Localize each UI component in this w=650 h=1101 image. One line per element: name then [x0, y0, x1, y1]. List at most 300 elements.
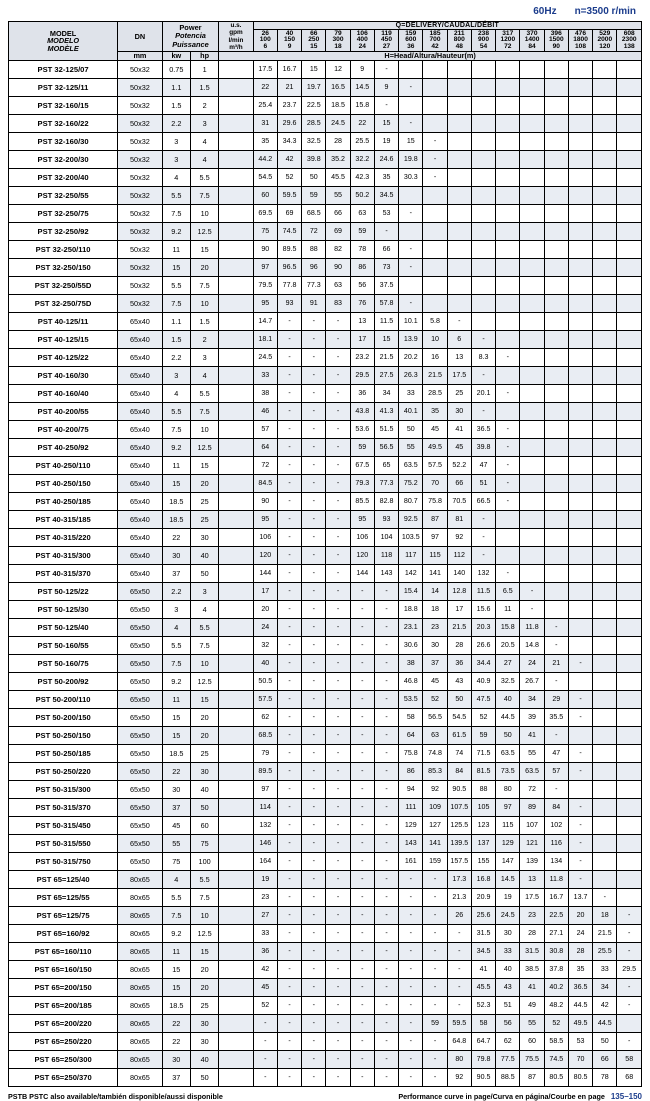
cell-head-9: 13	[447, 349, 471, 367]
cell-head-15	[593, 205, 617, 223]
table-row[interactable]	[9, 799, 642, 817]
cell-head-12	[520, 79, 544, 97]
cell-head-6: 34.5	[374, 187, 398, 205]
cell-head-3: -	[302, 385, 326, 403]
cell-head-11	[496, 151, 520, 169]
cell-head-15	[593, 223, 617, 241]
table-row[interactable]	[9, 907, 642, 925]
cell-head-1: 90	[253, 241, 277, 259]
cell-head-2: -	[277, 997, 301, 1015]
cell-head-2: -	[277, 925, 301, 943]
table-row[interactable]	[9, 295, 642, 313]
cell-head-16: 29.5	[617, 961, 642, 979]
cell-model: PST 65=160/110	[9, 943, 118, 961]
cell-dn: 65x50	[118, 853, 162, 871]
cell-head-10: -	[471, 331, 495, 349]
cell-head-5: -	[350, 583, 374, 601]
cell-kw: 7.5	[162, 421, 190, 439]
cell-head-6: 51.5	[374, 421, 398, 439]
table-row[interactable]	[9, 853, 642, 871]
cell-dn: 50x32	[118, 223, 162, 241]
table-row[interactable]	[9, 403, 642, 421]
cell-head-4: -	[326, 781, 350, 799]
cell-hp: 10	[190, 907, 218, 925]
table-row[interactable]	[9, 367, 642, 385]
cell-head-4: -	[326, 1015, 350, 1033]
cell-head-8: 56.5	[423, 709, 447, 727]
cell-head-5: 86	[350, 259, 374, 277]
cell-head-4: -	[326, 565, 350, 583]
cell-unit-spacer	[219, 349, 253, 367]
cell-head-3: 91	[302, 295, 326, 313]
cell-head-9: 125.5	[447, 817, 471, 835]
cell-head-12: 41	[520, 727, 544, 745]
cell-head-16	[617, 565, 642, 583]
cell-hp: 4	[190, 367, 218, 385]
cell-head-9: -	[447, 313, 471, 331]
cell-model: PST 40-315/370	[9, 565, 118, 583]
cell-head-1: 106	[253, 529, 277, 547]
table-row[interactable]	[9, 997, 642, 1015]
cell-head-15	[593, 853, 617, 871]
cell-head-5: 59	[350, 439, 374, 457]
cell-head-10: 90.5	[471, 1069, 495, 1087]
cell-head-5: 144	[350, 565, 374, 583]
cell-head-16	[617, 403, 642, 421]
table-row[interactable]	[9, 223, 642, 241]
cell-hp: 2	[190, 331, 218, 349]
table-row[interactable]	[9, 1051, 642, 1069]
cell-head-7: 129	[399, 817, 423, 835]
cell-head-13: 16.7	[544, 889, 568, 907]
cell-head-4: 90	[326, 259, 350, 277]
table-row[interactable]	[9, 691, 642, 709]
cell-dn: 80x65	[118, 1015, 162, 1033]
cell-head-9: 54.5	[447, 709, 471, 727]
cell-kw: 5.5	[162, 187, 190, 205]
cell-model: PST 32-200/30	[9, 151, 118, 169]
cell-head-3: -	[302, 1069, 326, 1087]
cell-head-8: 141	[423, 565, 447, 583]
cell-head-3: -	[302, 745, 326, 763]
cell-head-7: 80.7	[399, 493, 423, 511]
cell-head-2: 74.5	[277, 223, 301, 241]
cell-head-8: 97	[423, 529, 447, 547]
cell-head-3: 88	[302, 241, 326, 259]
cell-head-16	[617, 241, 642, 259]
cell-head-3: -	[302, 799, 326, 817]
cell-head-1: 144	[253, 565, 277, 583]
cell-hp: 25	[190, 493, 218, 511]
cell-model: PST 32-160/30	[9, 133, 118, 151]
cell-head-11: -	[496, 565, 520, 583]
cell-head-11	[496, 205, 520, 223]
header-flow-col-9	[447, 30, 471, 52]
table-row[interactable]	[9, 133, 642, 151]
table-row[interactable]	[9, 817, 642, 835]
cell-head-6: 21.5	[374, 349, 398, 367]
table-row[interactable]	[9, 493, 642, 511]
cell-head-11	[496, 295, 520, 313]
cell-head-15: -	[593, 889, 617, 907]
cell-head-8: -	[423, 907, 447, 925]
header-dn-unit: mm	[118, 52, 162, 61]
table-row[interactable]	[9, 457, 642, 475]
cell-dn: 80x65	[118, 889, 162, 907]
cell-head-1: 20	[253, 601, 277, 619]
table-row[interactable]	[9, 961, 642, 979]
cell-head-5: 25.5	[350, 133, 374, 151]
cell-head-8: 21.5	[423, 367, 447, 385]
cell-head-14	[568, 115, 592, 133]
cell-kw: 75	[162, 853, 190, 871]
table-row[interactable]	[9, 565, 642, 583]
flow-lmin: 800	[453, 36, 465, 44]
cell-head-16	[617, 205, 642, 223]
cell-head-1: 60	[253, 187, 277, 205]
cell-head-1: 68.5	[253, 727, 277, 745]
flow-m3h: 90	[552, 43, 560, 51]
cell-head-8	[423, 259, 447, 277]
cell-dn: 65x50	[118, 817, 162, 835]
table-row[interactable]	[9, 61, 642, 79]
table-row[interactable]	[9, 529, 642, 547]
cell-head-11: 33	[496, 943, 520, 961]
table-row[interactable]	[9, 709, 642, 727]
cell-head-4: -	[326, 1033, 350, 1051]
cell-head-9: 17.3	[447, 871, 471, 889]
cell-head-3: 72	[302, 223, 326, 241]
cell-head-13	[544, 241, 568, 259]
cell-kw: 11	[162, 691, 190, 709]
cell-head-2: 16.7	[277, 61, 301, 79]
cell-head-13	[544, 403, 568, 421]
table-row[interactable]	[9, 115, 642, 133]
cell-head-8: -	[423, 1051, 447, 1069]
cell-head-3: 96	[302, 259, 326, 277]
cell-kw: 9.2	[162, 925, 190, 943]
flow-m3h: 18	[334, 43, 342, 51]
cell-model: PST 50-200/150	[9, 709, 118, 727]
cell-head-15	[593, 727, 617, 745]
cell-head-14	[568, 61, 592, 79]
cell-head-9: 17	[447, 601, 471, 619]
header-flow-col-5	[350, 30, 374, 52]
cell-model: PST 32-125/07	[9, 61, 118, 79]
table-row[interactable]	[9, 547, 642, 565]
cell-head-13	[544, 295, 568, 313]
cell-head-12	[520, 313, 544, 331]
cell-head-7: 40.1	[399, 403, 423, 421]
cell-head-5: -	[350, 961, 374, 979]
cell-head-10	[471, 295, 495, 313]
cell-head-11: 27	[496, 655, 520, 673]
cell-head-6: -	[374, 763, 398, 781]
cell-head-16	[617, 745, 642, 763]
table-row[interactable]	[9, 763, 642, 781]
footer-note-right-group	[398, 1092, 642, 1101]
cell-unit-spacer	[219, 889, 253, 907]
cell-head-6: 73	[374, 259, 398, 277]
table-row[interactable]	[9, 169, 642, 187]
flow-gpm: 66	[310, 29, 318, 37]
cell-head-10: 16.8	[471, 871, 495, 889]
cell-head-4: -	[326, 799, 350, 817]
table-row[interactable]	[9, 349, 642, 367]
cell-head-4: -	[326, 907, 350, 925]
table-row[interactable]	[9, 241, 642, 259]
cell-head-10: 71.5	[471, 745, 495, 763]
cell-head-16: -	[617, 1033, 642, 1051]
cell-head-12: 14.8	[520, 637, 544, 655]
cell-head-5: -	[350, 907, 374, 925]
cell-head-13	[544, 331, 568, 349]
cell-head-2: -	[277, 565, 301, 583]
cell-head-16	[617, 457, 642, 475]
cell-head-3: -	[302, 655, 326, 673]
cell-model: PST 50-200/92	[9, 673, 118, 691]
cell-head-5: -	[350, 709, 374, 727]
cell-kw: 22	[162, 1033, 190, 1051]
cell-kw: 3	[162, 367, 190, 385]
cell-head-5: 85.5	[350, 493, 374, 511]
unit-m3h: m³/h	[229, 44, 243, 52]
cell-head-6: 37.5	[374, 277, 398, 295]
table-row[interactable]	[9, 637, 642, 655]
table-row[interactable]	[9, 421, 642, 439]
cell-head-10: 40.9	[471, 673, 495, 691]
cell-head-3: -	[302, 565, 326, 583]
table-row[interactable]	[9, 889, 642, 907]
cell-head-1: 17.5	[253, 61, 277, 79]
table-row[interactable]	[9, 871, 642, 889]
cell-kw: 15	[162, 979, 190, 997]
cell-head-15	[593, 583, 617, 601]
cell-head-10: 66.5	[471, 493, 495, 511]
header-units	[219, 22, 253, 52]
cell-model: PST 40-250/150	[9, 475, 118, 493]
table-row[interactable]	[9, 1069, 642, 1087]
cell-head-4: -	[326, 331, 350, 349]
cell-head-14	[568, 367, 592, 385]
cell-head-5: 42.3	[350, 169, 374, 187]
cell-dn: 50x32	[118, 115, 162, 133]
cell-head-6: -	[374, 817, 398, 835]
cell-head-14	[568, 637, 592, 655]
cell-unit-spacer	[219, 1051, 253, 1069]
cell-head-14: -	[568, 655, 592, 673]
cell-head-9: 59.5	[447, 1015, 471, 1033]
cell-model: PST 65=125/55	[9, 889, 118, 907]
table-row[interactable]	[9, 979, 642, 997]
cell-unit-spacer	[219, 97, 253, 115]
table-row[interactable]	[9, 151, 642, 169]
table-row[interactable]	[9, 79, 642, 97]
cell-head-14	[568, 547, 592, 565]
cell-head-8	[423, 223, 447, 241]
cell-head-14	[568, 439, 592, 457]
cell-kw: 1.5	[162, 97, 190, 115]
cell-hp: 7.5	[190, 637, 218, 655]
cell-head-8: -	[423, 943, 447, 961]
table-row[interactable]	[9, 97, 642, 115]
cell-dn: 65x50	[118, 727, 162, 745]
cell-kw: 11	[162, 943, 190, 961]
cell-head-3: -	[302, 817, 326, 835]
cell-head-10: 36.5	[471, 421, 495, 439]
cell-head-4: 82	[326, 241, 350, 259]
table-row[interactable]	[9, 781, 642, 799]
table-row[interactable]	[9, 475, 642, 493]
table-row[interactable]	[9, 277, 642, 295]
cell-unit-spacer	[219, 277, 253, 295]
table-row[interactable]	[9, 727, 642, 745]
cell-head-12: 72	[520, 781, 544, 799]
table-row[interactable]	[9, 583, 642, 601]
table-row[interactable]	[9, 385, 642, 403]
cell-head-13: 47	[544, 745, 568, 763]
cell-head-7: -	[399, 925, 423, 943]
cell-head-1: 14.7	[253, 313, 277, 331]
cell-hp: 30	[190, 763, 218, 781]
table-row[interactable]	[9, 925, 642, 943]
table-row[interactable]	[9, 835, 642, 853]
cell-head-9: 45	[447, 439, 471, 457]
cell-head-14	[568, 187, 592, 205]
cell-head-10: 88	[471, 781, 495, 799]
cell-head-15	[593, 79, 617, 97]
cell-dn: 65x40	[118, 385, 162, 403]
cell-head-8: 30	[423, 637, 447, 655]
cell-dn: 80x65	[118, 979, 162, 997]
page-header	[8, 6, 642, 21]
cell-model: PST 50-315/450	[9, 817, 118, 835]
cell-head-11: -	[496, 457, 520, 475]
cell-head-1: 164	[253, 853, 277, 871]
cell-head-11: 73.5	[496, 763, 520, 781]
cell-model: PST 40-250/92	[9, 439, 118, 457]
table-row[interactable]	[9, 439, 642, 457]
table-row[interactable]	[9, 655, 642, 673]
cell-head-11: -	[496, 475, 520, 493]
cell-head-8: -	[423, 889, 447, 907]
cell-unit-spacer	[219, 385, 253, 403]
cell-dn: 50x32	[118, 61, 162, 79]
cell-head-14: 70	[568, 1051, 592, 1069]
cell-dn: 50x32	[118, 169, 162, 187]
table-row[interactable]	[9, 601, 642, 619]
cell-unit-spacer	[219, 421, 253, 439]
table-row[interactable]	[9, 619, 642, 637]
cell-head-16	[617, 187, 642, 205]
cell-head-8: 45	[423, 673, 447, 691]
pump-performance-table	[8, 21, 642, 1087]
cell-head-12	[520, 349, 544, 367]
cell-head-1: 64	[253, 439, 277, 457]
cell-head-7: -	[399, 871, 423, 889]
cell-model: PST 50-315/300	[9, 781, 118, 799]
cell-head-8: 14	[423, 583, 447, 601]
cell-head-9: 81	[447, 511, 471, 529]
cell-head-3: -	[302, 457, 326, 475]
flow-lmin: 400	[356, 36, 368, 44]
cell-head-9: 28	[447, 637, 471, 655]
cell-head-9: 140	[447, 565, 471, 583]
cell-model: PST 50-160/75	[9, 655, 118, 673]
cell-head-15	[593, 745, 617, 763]
table-row[interactable]	[9, 745, 642, 763]
cell-dn: 50x32	[118, 97, 162, 115]
cell-head-16: -	[617, 979, 642, 997]
cell-unit-spacer	[219, 1033, 253, 1051]
cell-head-15	[593, 781, 617, 799]
cell-model: PST 50-125/40	[9, 619, 118, 637]
cell-head-3: -	[302, 547, 326, 565]
table-row[interactable]	[9, 259, 642, 277]
table-row[interactable]	[9, 205, 642, 223]
cell-head-3: -	[302, 763, 326, 781]
cell-head-6: -	[374, 1069, 398, 1087]
cell-head-9: 36	[447, 655, 471, 673]
header-flow-col-13	[544, 30, 568, 52]
cell-head-11: 6.5	[496, 583, 520, 601]
cell-head-12: 55	[520, 1015, 544, 1033]
table-row[interactable]	[9, 1033, 642, 1051]
cell-kw: 4	[162, 619, 190, 637]
cell-head-7: 58	[399, 709, 423, 727]
table-row[interactable]	[9, 331, 642, 349]
cell-head-9	[447, 133, 471, 151]
cell-head-11	[496, 403, 520, 421]
cell-head-7: -	[399, 1033, 423, 1051]
cell-head-7: -	[399, 1015, 423, 1033]
cell-head-6: 57.8	[374, 295, 398, 313]
cell-head-9: 84	[447, 763, 471, 781]
cell-head-13	[544, 205, 568, 223]
table-row[interactable]	[9, 511, 642, 529]
cell-head-10	[471, 205, 495, 223]
cell-head-4: -	[326, 673, 350, 691]
flow-m3h: 54	[479, 43, 488, 51]
cell-head-10	[471, 79, 495, 97]
cell-head-12	[520, 367, 544, 385]
cell-head-3: -	[302, 493, 326, 511]
cell-head-3: -	[302, 403, 326, 421]
cell-model: PST 32-160/15	[9, 97, 118, 115]
table-row[interactable]	[9, 943, 642, 961]
cell-model: PST 50-315/750	[9, 853, 118, 871]
cell-head-5: -	[350, 1069, 374, 1087]
cell-head-1: 54.5	[253, 169, 277, 187]
table-row[interactable]	[9, 673, 642, 691]
cell-kw: 30	[162, 781, 190, 799]
table-row[interactable]	[9, 187, 642, 205]
cell-head-12: 41	[520, 979, 544, 997]
table-row[interactable]	[9, 1015, 642, 1033]
cell-head-13	[544, 277, 568, 295]
cell-head-3: -	[302, 367, 326, 385]
cell-dn: 50x32	[118, 241, 162, 259]
table-row[interactable]	[9, 313, 642, 331]
page-footer	[8, 1087, 642, 1101]
cell-head-10	[471, 97, 495, 115]
cell-head-2: -	[277, 709, 301, 727]
cell-unit-spacer	[219, 367, 253, 385]
cell-model: PST 40-315/220	[9, 529, 118, 547]
cell-head-13	[544, 367, 568, 385]
cell-head-4: -	[326, 313, 350, 331]
cell-head-3: 68.5	[302, 205, 326, 223]
